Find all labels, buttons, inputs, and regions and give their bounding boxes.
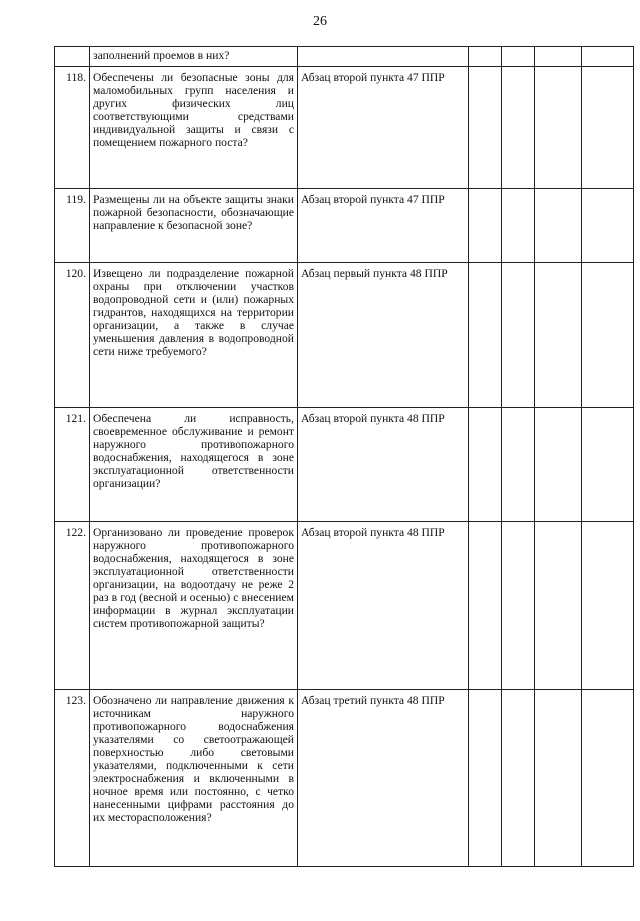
answer-cell xyxy=(502,522,535,690)
table-row xyxy=(55,690,634,867)
answer-cell xyxy=(469,408,502,522)
reference-cell: Абзац второй пункта 47 ППР xyxy=(298,189,469,263)
answer-cell xyxy=(582,67,634,189)
answer-cell xyxy=(535,408,582,522)
answer-cell xyxy=(502,263,535,408)
reference-cell: Абзац второй пункта 48 ППР xyxy=(298,522,469,690)
answer-cell xyxy=(582,189,634,263)
row-number xyxy=(55,47,90,67)
answer-cell xyxy=(535,47,582,67)
page-number: 26 xyxy=(313,14,327,29)
answer-cell xyxy=(582,522,634,690)
table-row xyxy=(55,47,634,67)
row-number: 121. xyxy=(55,408,90,522)
reference-cell: Абзац второй пункта 48 ППР xyxy=(298,408,469,522)
question-cell: Обеспечены ли безопасные зоны для маломобильных групп населения и других физических лиц соответствующими средствами индивидуальной защиты и связи с помещением пожарного поста? xyxy=(90,67,298,189)
reference-cell: Абзац первый пункта 48 ППР xyxy=(298,263,469,408)
answer-cell xyxy=(535,690,582,867)
table-row xyxy=(55,189,634,263)
answer-cell xyxy=(535,263,582,408)
row-number: 119. xyxy=(55,189,90,263)
table-row xyxy=(55,408,634,522)
answer-cell xyxy=(502,67,535,189)
answer-cell xyxy=(535,67,582,189)
answer-cell xyxy=(502,189,535,263)
answer-cell xyxy=(582,263,634,408)
row-number: 123. xyxy=(55,690,90,867)
question-cell: Обозначено ли направление движения к источникам наружного противопожарного водоснабжения указателями со светоотражающей поверхностью либо световыми указателями, подключенными к сети электроснабжения и включенными в ночное время или постоянно, с четко нанесенными цифрами расстояния до их месторасположения? xyxy=(90,690,298,867)
question-cell: Размещены ли на объекте защиты знаки пожарной безопасности, обозначающие направление к безопасной зоне? xyxy=(90,189,298,263)
row-number: 120. xyxy=(55,263,90,408)
question-cell: Организовано ли проведение проверок наружного противопожарного водоснабжения, находящегося в зоне эксплуатационной ответственности организации, на водоотдачу не реже 2 раз в год (весной и осенью) с внесением информации в журнал эксплуатации систем противопожарной защиты? xyxy=(90,522,298,690)
answer-cell xyxy=(469,189,502,263)
answer-cell xyxy=(582,690,634,867)
reference-cell xyxy=(298,47,469,67)
answer-cell xyxy=(469,522,502,690)
question-cell: Обеспечена ли исправность, своевременное обслуживание и ремонт наружного противопожарного водоснабжения, находящегося в зоне эксплуатационной ответственности организации? xyxy=(90,408,298,522)
checklist-table xyxy=(54,46,634,867)
question-cell: заполнений проемов в них? xyxy=(90,47,298,67)
table-row xyxy=(55,263,634,408)
table-row xyxy=(55,522,634,690)
answer-cell xyxy=(469,67,502,189)
answer-cell xyxy=(469,690,502,867)
answer-cell xyxy=(582,408,634,522)
answer-cell xyxy=(582,47,634,67)
question-cell: Извещено ли подразделение пожарной охраны при отключении участков водопроводной сети и (или) пожарных гидрантов, находящихся на территории организации, а также в случае уменьшения давления в водопроводной сети ниже требуемого? xyxy=(90,263,298,408)
table-row xyxy=(55,67,634,189)
row-number: 118. xyxy=(55,67,90,189)
reference-cell: Абзац второй пункта 47 ППР xyxy=(298,67,469,189)
answer-cell xyxy=(502,690,535,867)
answer-cell xyxy=(535,189,582,263)
answer-cell xyxy=(502,408,535,522)
reference-cell: Абзац третий пункта 48 ППР xyxy=(298,690,469,867)
answer-cell xyxy=(535,522,582,690)
answer-cell xyxy=(502,47,535,67)
answer-cell xyxy=(469,263,502,408)
answer-cell xyxy=(469,47,502,67)
row-number: 122. xyxy=(55,522,90,690)
